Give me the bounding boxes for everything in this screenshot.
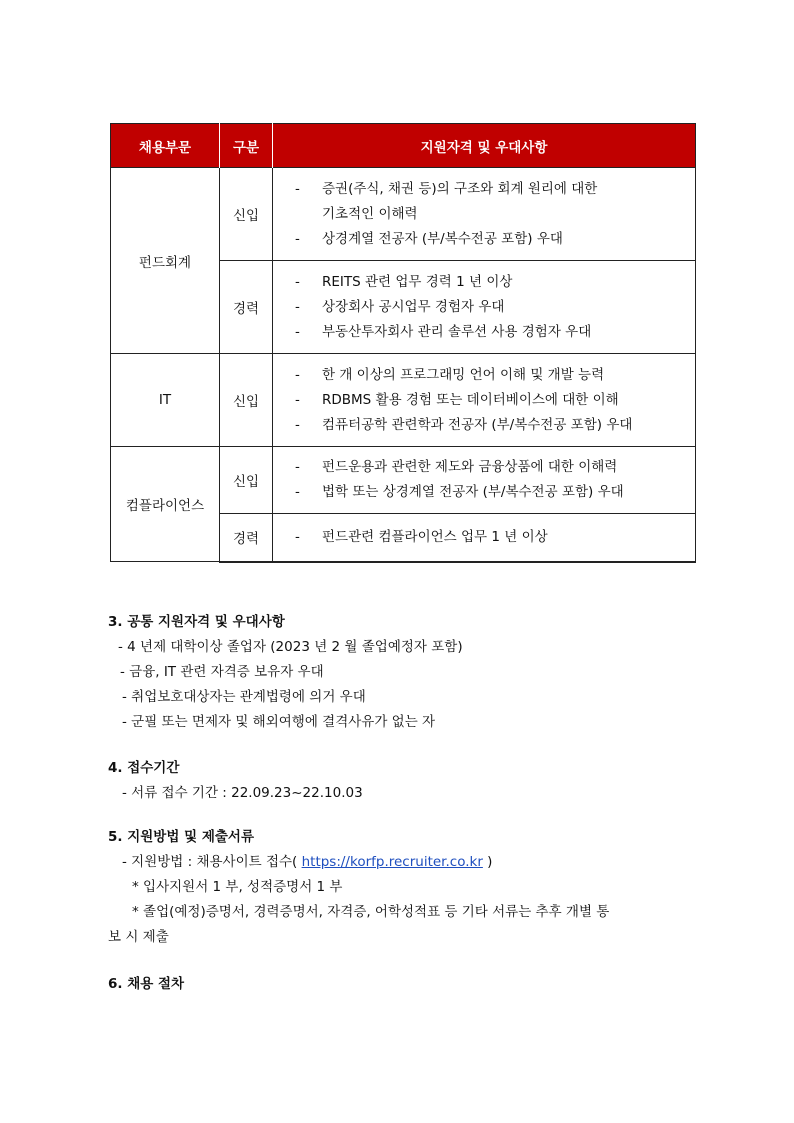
list-item: - 펀드운용과 관련한 제도와 금융상품에 대한 이해력 bbox=[295, 459, 618, 475]
department-cell: 펀드회계 bbox=[111, 168, 220, 354]
list-item: * 입사지원서 1 부, 성적증명서 1 부 bbox=[132, 879, 343, 895]
section-title: 6. 채용 절차 bbox=[108, 976, 185, 992]
header-qualifications: 지원자격 및 우대사항 bbox=[273, 124, 696, 168]
list-item: - REITS 관련 업무 경력 1 년 이상 bbox=[295, 273, 513, 290]
list-item-continued: 보 시 제출 bbox=[108, 929, 169, 945]
department-cell: 컴플라이언스 bbox=[111, 447, 220, 562]
list-item: - 상경계열 전공자 (부/복수전공 포함) 우대 bbox=[295, 230, 563, 247]
application-method: - 지원방법 : 채용사이트 접수( https://korfp.recruiter.co.kr ) bbox=[122, 854, 493, 870]
section-title: 4. 접수기간 bbox=[108, 760, 180, 776]
application-period: - 서류 접수 기간 : 22.09.23~22.10.03 bbox=[122, 785, 363, 801]
department-cell: IT bbox=[111, 354, 220, 447]
list-item: - 법학 또는 상경계열 전공자 (부/복수전공 포함) 우대 bbox=[295, 484, 624, 500]
type-cell: 신입 bbox=[220, 447, 273, 514]
table-row bbox=[111, 168, 696, 261]
recruitment-table bbox=[110, 123, 696, 563]
table-row bbox=[111, 354, 696, 447]
qualification-cell bbox=[273, 354, 696, 447]
type-cell: 신입 bbox=[220, 354, 273, 447]
section-title: 5. 지원방법 및 제출서류 bbox=[108, 829, 254, 845]
qualification-cell bbox=[273, 514, 696, 562]
list-item: - 컴퓨터공학 관련학과 전공자 (부/복수전공 포함) 우대 bbox=[295, 416, 633, 433]
list-item: - 금융, IT 관련 자격증 보유자 우대 bbox=[120, 664, 324, 680]
qualification-cell bbox=[273, 261, 696, 354]
list-item: - 한 개 이상의 프로그래밍 언어 이해 및 개발 능력 bbox=[295, 366, 605, 383]
section-common-qualifications bbox=[108, 610, 463, 735]
qualification-cell bbox=[273, 447, 696, 514]
table-row bbox=[111, 447, 696, 514]
list-item: * 졸업(예정)증명서, 경력증명서, 자격증, 어학성적표 등 기타 서류는 추후 개별 통 bbox=[132, 904, 610, 920]
section-title: 3. 공통 지원자격 및 우대사항 bbox=[108, 614, 285, 630]
header-department: 채용부문 bbox=[111, 124, 220, 168]
type-cell: 신입 bbox=[220, 168, 273, 261]
recruit-site-link[interactable]: https://korfp.recruiter.co.kr bbox=[301, 854, 483, 870]
list-item: 기초적인 이해력 bbox=[322, 205, 418, 222]
section-application-method bbox=[108, 825, 688, 950]
list-item: - 군필 또는 면제자 및 해외여행에 결격사유가 없는 자 bbox=[122, 714, 436, 730]
list-item: - 증권(주식, 채권 등)의 구조와 회계 원리에 대한 bbox=[295, 180, 598, 197]
list-item: - 부동산투자회사 관리 솔루션 사용 경험자 우대 bbox=[295, 323, 592, 340]
qualification-cell bbox=[273, 168, 696, 261]
type-cell: 경력 bbox=[220, 261, 273, 354]
list-item: - RDBMS 활용 경험 또는 데이터베이스에 대한 이해 bbox=[295, 391, 619, 408]
list-item: - 펀드관련 컴플라이언스 업무 1 년 이상 bbox=[295, 528, 548, 545]
header-type: 구분 bbox=[220, 124, 273, 168]
section-application-period bbox=[108, 756, 363, 806]
list-item: - 상장회사 공시업무 경험자 우대 bbox=[295, 298, 505, 315]
list-item: - 4 년제 대학이상 졸업자 (2023 년 2 월 졸업예정자 포함) bbox=[118, 639, 463, 655]
table-header-row bbox=[111, 124, 696, 168]
list-item: - 취업보호대상자는 관계법령에 의거 우대 bbox=[122, 689, 366, 705]
section-hiring-process bbox=[108, 972, 184, 997]
type-cell: 경력 bbox=[220, 514, 273, 562]
